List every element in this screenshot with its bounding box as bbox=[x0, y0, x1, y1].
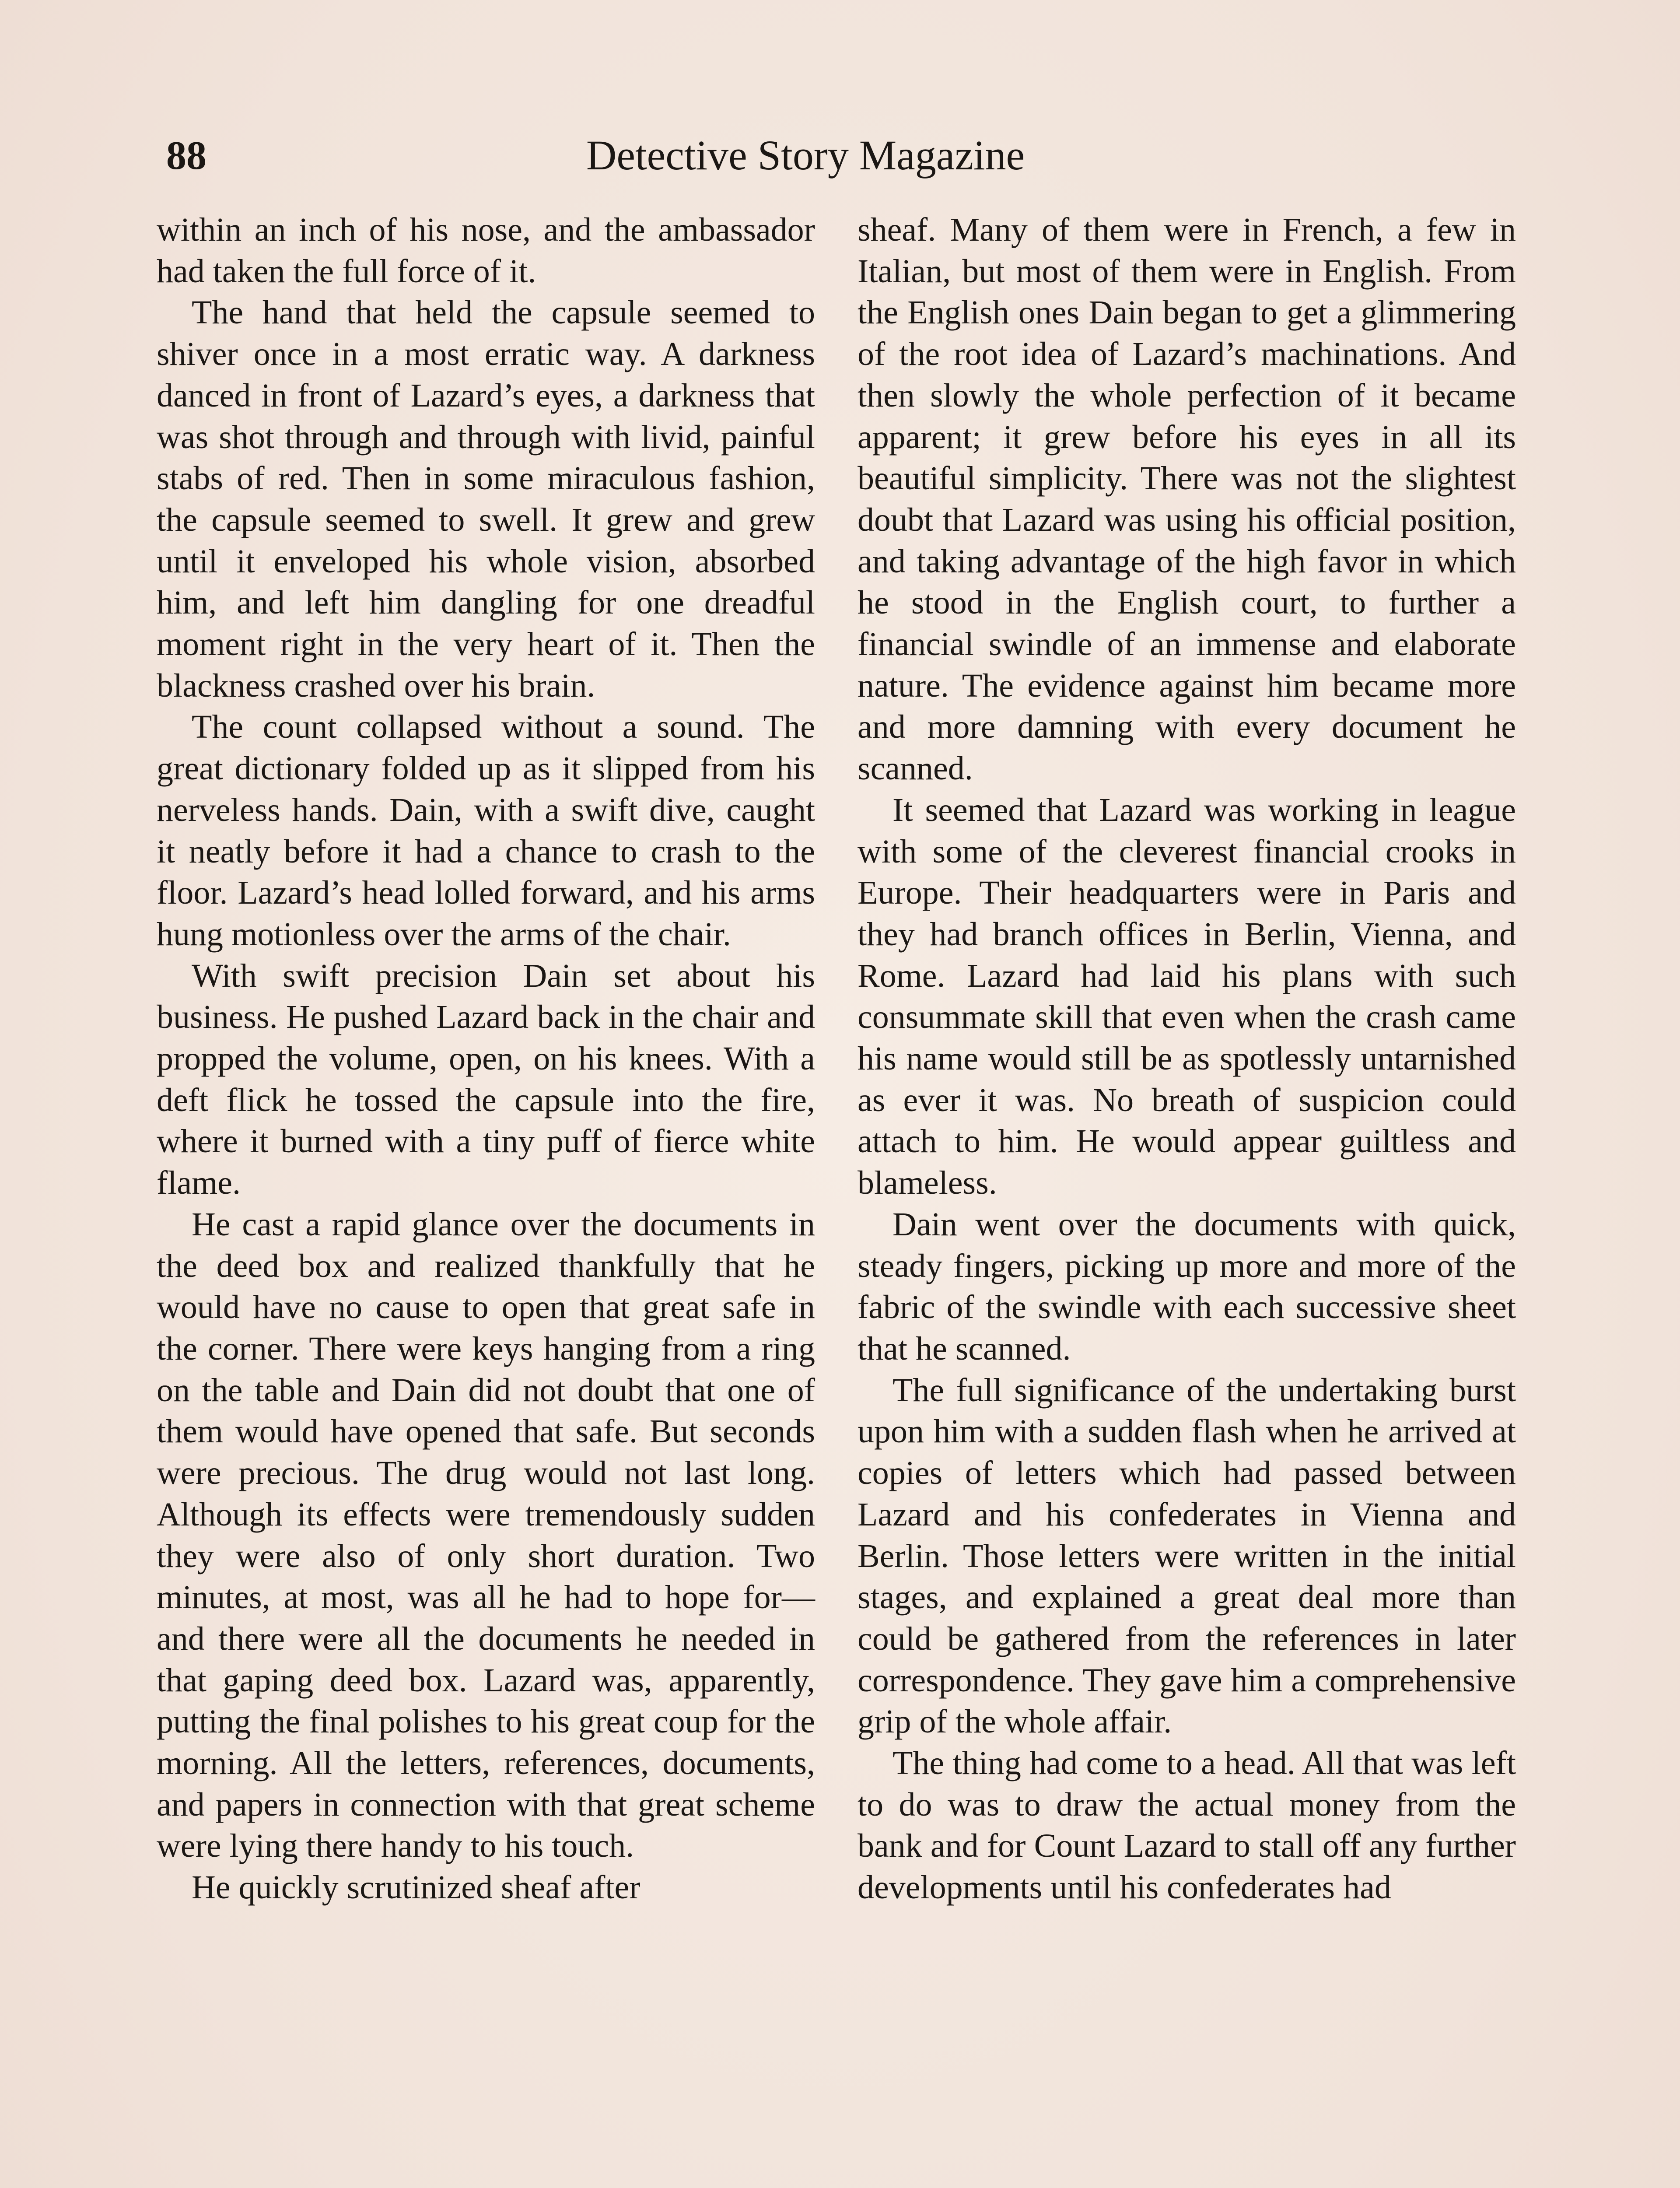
paragraph: He cast a rapid glance over the documents in the deed box and realized thankfully that he would have no cause to open that great safe in the corner. There were keys hanging from a ring on the table and Dain did not doubt that one of them would have opened that safe. But seconds were precious. The drug would not last long. Although its effects were tremendously sudden they were also of only short duration. Two minutes, at most, was all he had to hope for—and there were all the documents he needed in that gaping deed box. Lazard was, apparently, putting the final polishes to his great coup for the morning. All the letters, references, documents, and papers in connection with that great scheme were lying there handy to his touch. bbox=[157, 1206, 815, 1865]
left-column bbox=[157, 209, 815, 1908]
running-head: Detective Story Magazine bbox=[586, 132, 1025, 179]
page-number: 88 bbox=[166, 133, 206, 178]
paragraph: Dain went over the documents with quick, steady fingers, picking up more and more of the fabric of the swindle with each successive sheet that he scanned. bbox=[858, 1206, 1516, 1367]
paragraph: The hand that held the capsule seemed to shiver once in a most erratic way. A darkness danced in front of Lazard’s eyes, a darkness that was shot through and through with livid, painful stabs of red. Then in some miraculous fashion, the capsule seemed to swell. It grew and grew until it enveloped his whole vision, absorbed him, and left him dangling for one dreadful moment right in the very heart of it. Then the blackness crashed over his brain. bbox=[157, 294, 815, 704]
paragraph: With swift precision Dain set about his business. He pushed Lazard back in the chair and propped the volume, open, on his knees. With a deft flick he tossed the capsule into the fire, where it burned with a tiny puff of fierce white flame. bbox=[157, 957, 815, 1202]
paragraph: He quickly scrutinized sheaf after bbox=[192, 1869, 640, 1906]
paragraph: The count collapsed without a sound. The great dictionary folded up as it slipped from his nerveless hands. Dain, with a swift dive, caught it neatly before it had a chance to crash to the floor. Lazard’s head lolled forward, and his arms hung motionless over the arms of the chair. bbox=[157, 708, 815, 953]
page-header bbox=[166, 127, 1102, 188]
paragraph: It seemed that Lazard was working in league with some of the cleverest financial crooks in Europe. Their headquarters were in Paris and they had branch offices in Berlin, Vienna, and Rome. Lazard had laid his plans with such consummate skill that even when the crash came his name would still be as spotlessly untarnished as ever it was. No breath of suspicion could attach to him. He would appear guiltless and blameless. bbox=[858, 791, 1516, 1202]
paragraph: within an inch of his nose, and the ambassador had taken the full force of it. bbox=[157, 211, 815, 290]
paragraph: The thing had come to a head. All that was left to do was to draw the actual money from the bank and for Count Lazard to stall off any further developments until his confederates had bbox=[858, 1745, 1516, 1906]
right-column bbox=[858, 209, 1516, 1908]
paragraph: sheaf. Many of them were in French, a few in Italian, but most of them were in English. From the English ones Dain began to get a glimmering of the root idea of Lazard’s machinations. And then slowly the whole perfection of it became apparent; it grew before his eyes in all its beautiful simplicity. There was not the slightest doubt that Lazard was using his official position, and taking advantage of the high favor in which he stood in the English court, to further a financial swindle of an immense and elaborate nature. The evidence against him became more and more damning with every document he scanned. bbox=[858, 211, 1516, 787]
paragraph: The full significance of the undertaking burst upon him with a sudden flash when he arrived at copies of letters which had passed between Lazard and his confederates in Vienna and Berlin. Those letters were written in the initial stages, and explained a great deal more than could be gathered from the references in later correspondence. They gave him a comprehensive grip of the whole affair. bbox=[858, 1371, 1516, 1740]
